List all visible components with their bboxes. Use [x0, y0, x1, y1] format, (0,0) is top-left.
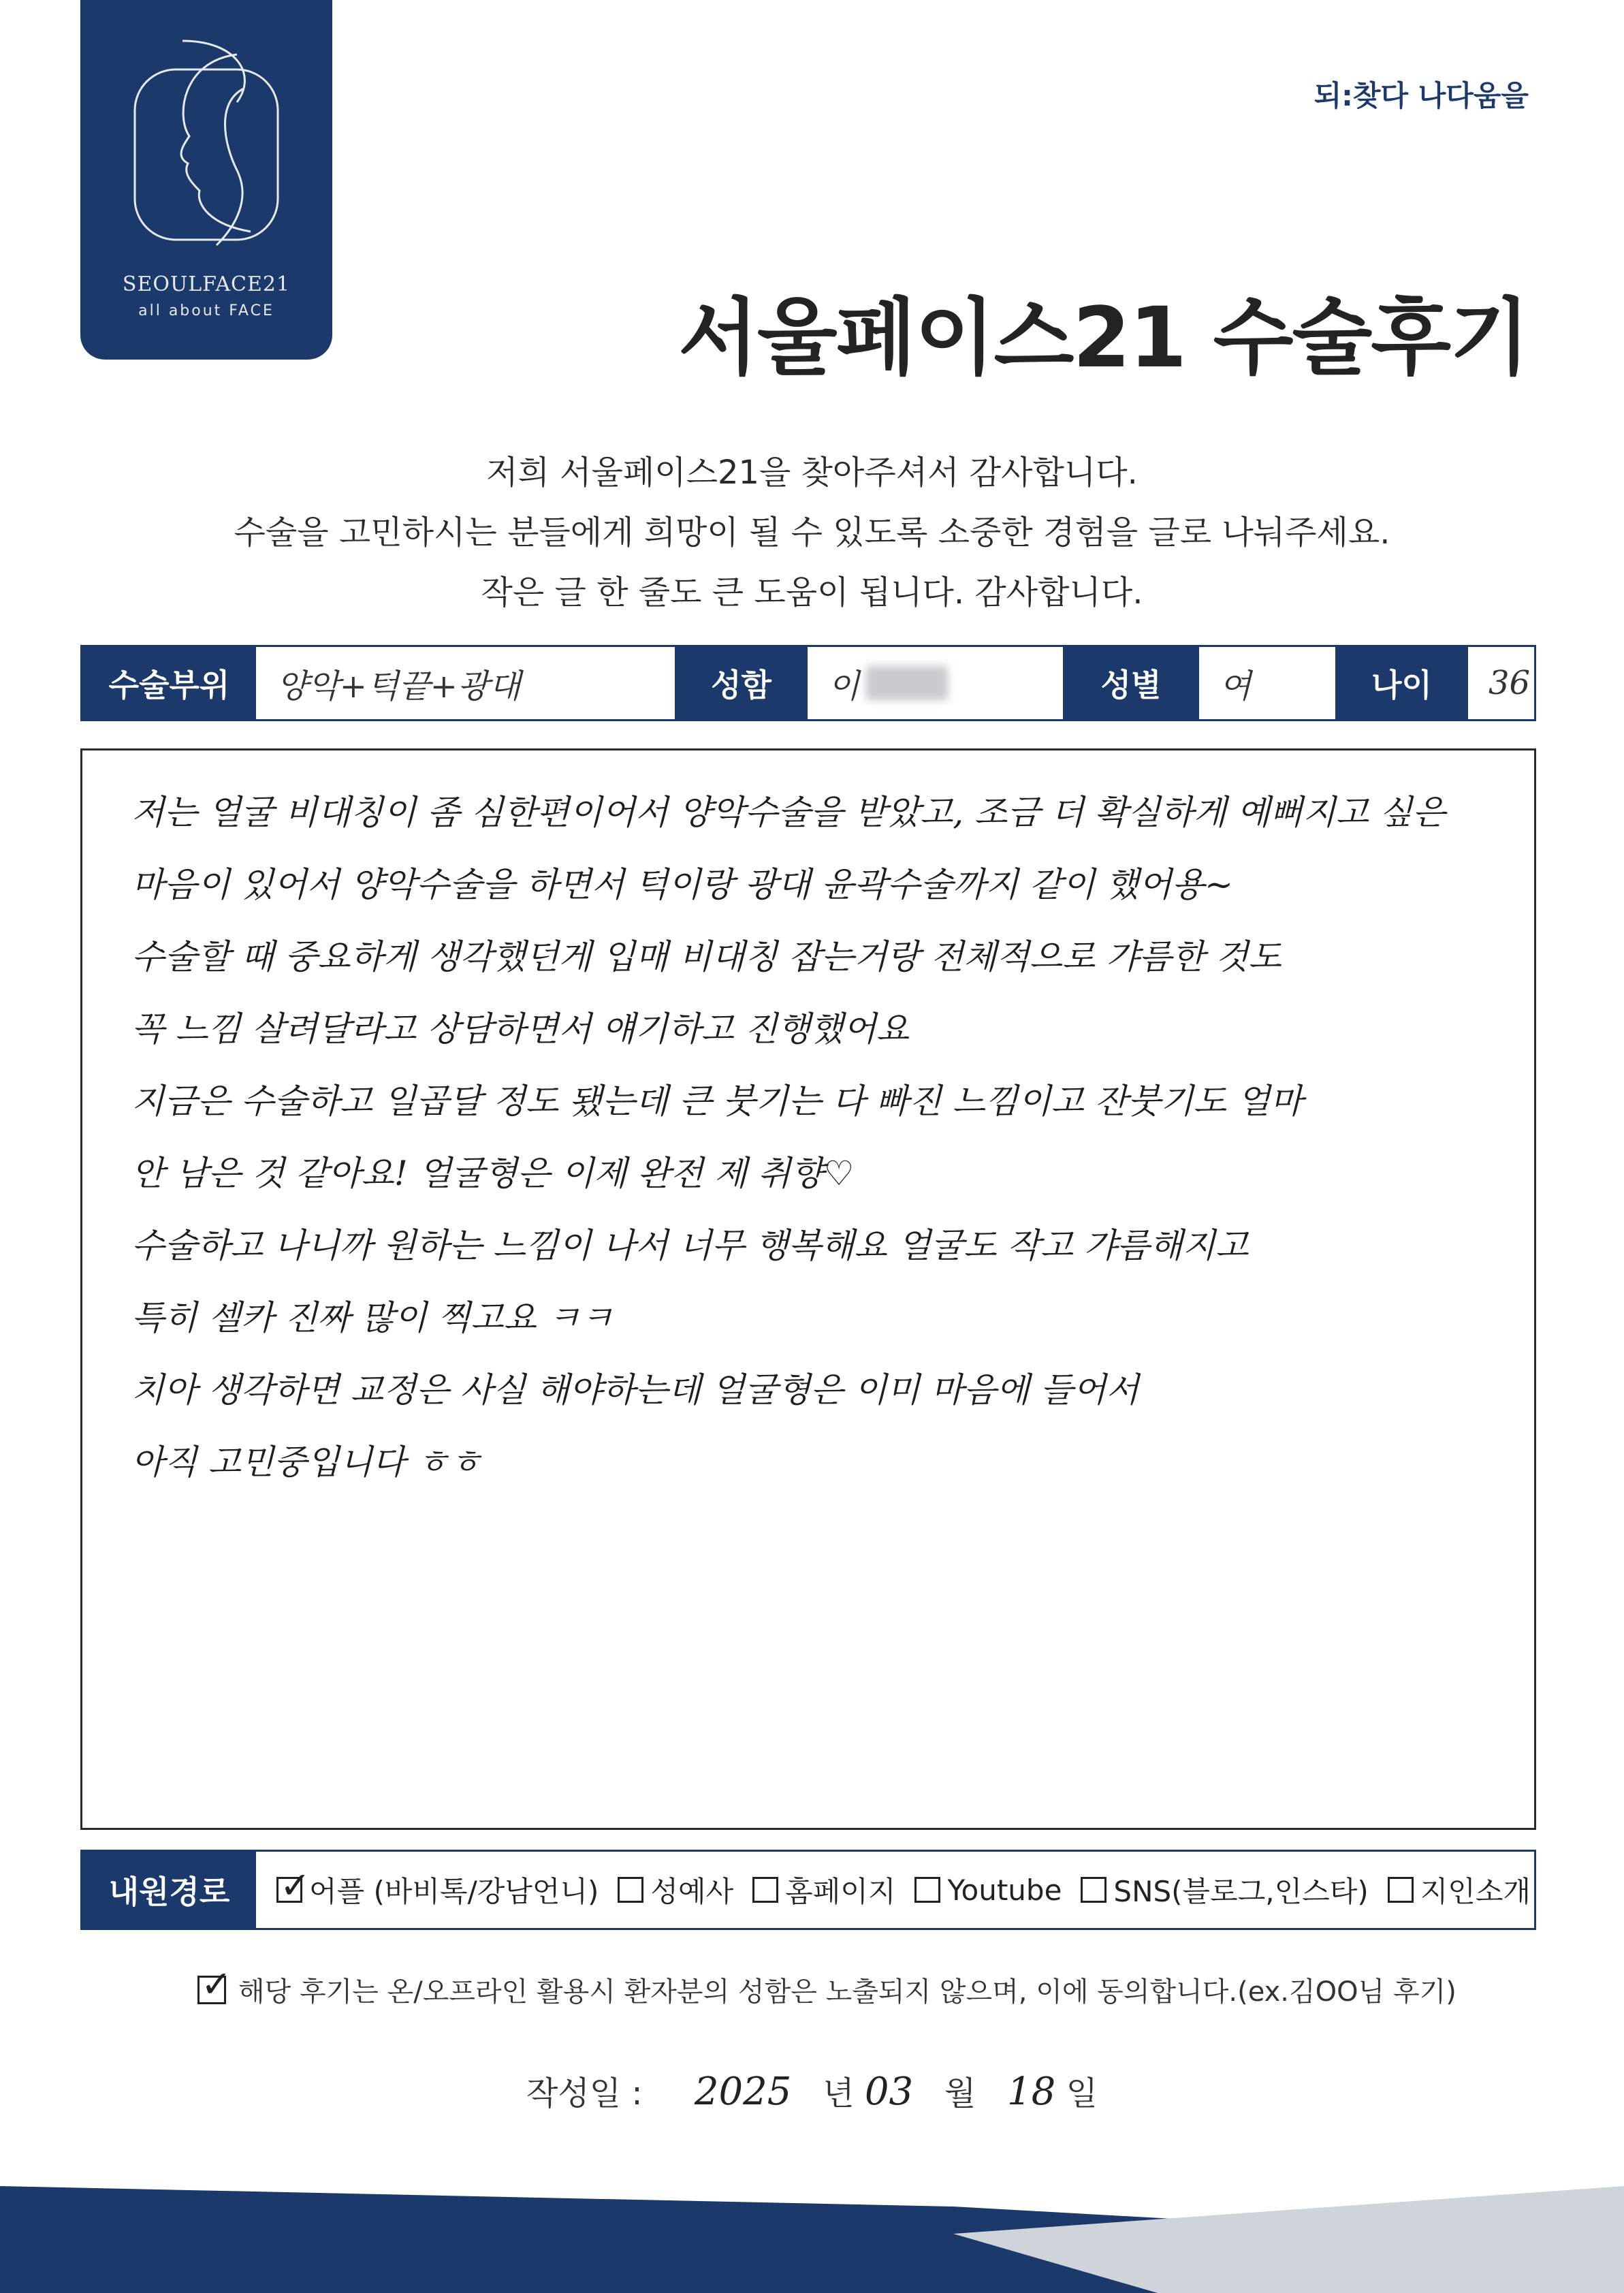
- route-option-label: Youtube: [947, 1873, 1062, 1907]
- page-title: 서울페이스21 수술후기: [678, 289, 1529, 386]
- surgery-area-field[interactable]: 양악+턱끝+광대: [276, 667, 521, 706]
- year-unit: 년: [823, 2074, 855, 2113]
- name-value: 이: [828, 667, 860, 706]
- visit-route-row: [80, 1850, 1536, 1930]
- month-unit: 월: [944, 2074, 976, 2113]
- name-field[interactable]: [808, 647, 1063, 719]
- consent-checkbox-icon[interactable]: [197, 1976, 226, 2004]
- checkbox-icon[interactable]: [618, 1877, 643, 1903]
- surgery-area-label: 수술부위: [82, 647, 256, 719]
- day-unit: 일: [1066, 2074, 1098, 2113]
- gender-field[interactable]: 여: [1220, 667, 1252, 706]
- route-option-label: SNS(블로그,인스타): [1113, 1875, 1369, 1908]
- route-option-label: 지인소개: [1420, 1875, 1531, 1908]
- review-text: [131, 776, 1507, 1498]
- route-option-homepage[interactable]: [752, 1869, 895, 1910]
- route-option-label: 홈페이지: [785, 1875, 896, 1908]
- checkbox-icon[interactable]: [752, 1877, 778, 1903]
- brand-slogan: 되:찾다 나다움을: [1313, 79, 1529, 112]
- review-line: 꼭 느낌 살려달라고 상담하면서 얘기하고 진행했어요: [131, 1009, 910, 1049]
- date-day[interactable]: 18: [1007, 2070, 1056, 2114]
- visit-route-label: 내원경로: [82, 1852, 256, 1928]
- review-line: 치아 생각하면 교정은 사실 해야하는데 얼굴형은 이미 마음에 들어서: [131, 1370, 1139, 1410]
- date-row: [0, 2067, 1624, 2114]
- consent-text: 해당 후기는 온/오프라인 활용시 환자분의 성함은 노출되지 않으며, 이에 동의합니다.(ex.김OO님 후기): [238, 1976, 1456, 2008]
- footer-band: [0, 2159, 1624, 2293]
- checkbox-icon[interactable]: [276, 1877, 302, 1903]
- review-line: 저는 얼굴 비대칭이 좀 심한편이어서 양악수술을 받았고, 조금 더 확실하게 예뻐지고 싶은: [131, 793, 1446, 832]
- brand-tagline: all about FACE: [138, 302, 274, 319]
- brand-name: SEOULFACE21: [122, 272, 291, 296]
- date-month[interactable]: 03: [864, 2070, 914, 2114]
- date-label: 작성일 :: [526, 2074, 643, 2113]
- route-option-referral[interactable]: [1388, 1869, 1531, 1910]
- checkbox-icon[interactable]: [914, 1877, 940, 1903]
- route-option-label: 성예사: [650, 1875, 734, 1908]
- route-option-label: 어플 (바비톡/강남언니): [309, 1875, 599, 1908]
- route-option-sungyesa[interactable]: [618, 1869, 733, 1910]
- name-label: 성함: [675, 647, 808, 719]
- gender-label: 성별: [1063, 647, 1199, 719]
- intro-line: 작은 글 한 줄도 큰 도움이 됩니다. 감사합니다.: [481, 573, 1143, 612]
- review-line: 마음이 있어서 양악수술을 하면서 턱이랑 광대 윤곽수술까지 같이 했어용~: [131, 865, 1234, 904]
- checkbox-icon[interactable]: [1081, 1877, 1106, 1903]
- review-line: 지금은 수술하고 일곱달 정도 됐는데 큰 붓기는 다 빠진 느낌이고 잔붓기도 얼마: [131, 1081, 1303, 1121]
- visit-route-options: [256, 1852, 1531, 1928]
- review-textarea[interactable]: [80, 748, 1536, 1830]
- date-year[interactable]: 2025: [694, 2070, 792, 2114]
- brand-logo: [80, 0, 332, 360]
- intro-line: 저희 서울페이스21을 찾아주셔서 감사합니다.: [486, 454, 1138, 492]
- intro-text: [0, 443, 1624, 622]
- route-option-youtube[interactable]: [914, 1873, 1062, 1907]
- consent-row[interactable]: [197, 1970, 1456, 2009]
- age-field[interactable]: 36: [1488, 664, 1531, 702]
- review-line: 아직 고민중입니다 ㅎㅎ: [131, 1442, 482, 1482]
- intro-line: 수술을 고민하시는 분들에게 희망이 될 수 있도록 소중한 경험을 글로 나눠주세요.: [234, 513, 1390, 552]
- route-option-sns[interactable]: [1081, 1869, 1368, 1910]
- name-redaction: [866, 666, 948, 700]
- route-option-app[interactable]: [276, 1869, 599, 1910]
- review-line: 안 남은 것 같아요! 얼굴형은 이제 완전 제 취향♡: [131, 1154, 855, 1193]
- review-line: 수술할 때 중요하게 생각했던게 입매 비대칭 잡는거랑 전체적으로 갸름한 것도: [131, 937, 1281, 977]
- patient-info-row: [80, 645, 1536, 721]
- review-line: 수술하고 나니까 원하는 느낌이 나서 너무 행복해요 얼굴도 작고 갸름해지고: [131, 1226, 1249, 1265]
- face-logo-icon: [80, 27, 332, 259]
- age-label: 나이: [1335, 647, 1468, 719]
- review-line: 특히 셀카 진짜 많이 찍고요 ㅋㅋ: [131, 1298, 614, 1338]
- checkbox-icon[interactable]: [1388, 1877, 1414, 1903]
